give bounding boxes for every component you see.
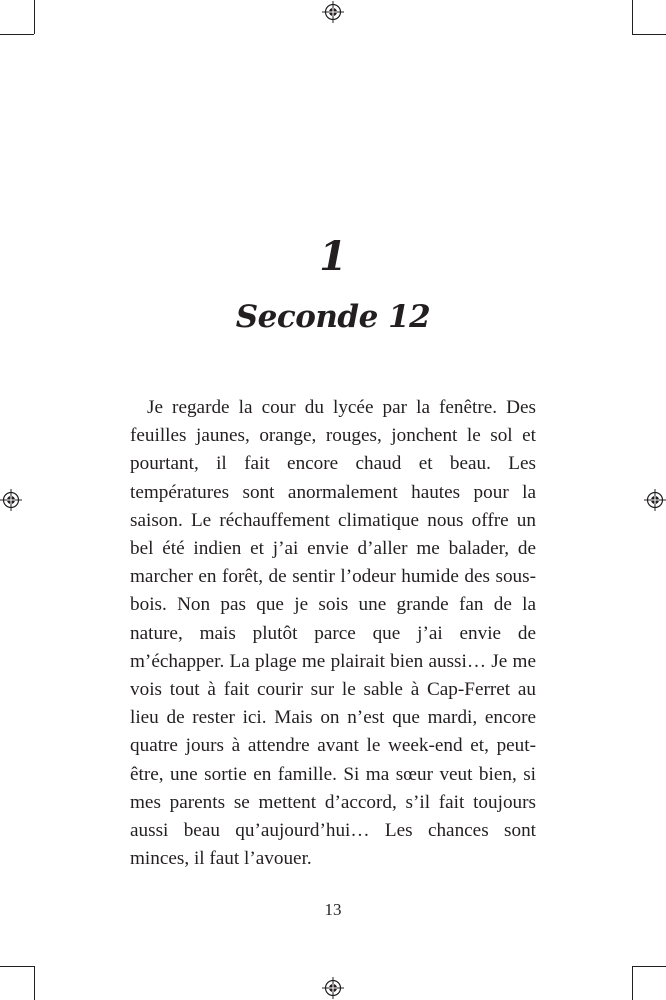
registration-mark-bottom-icon (322, 977, 344, 999)
registration-mark-left-icon (0, 489, 22, 511)
chapter-title: Seconde 12 (235, 299, 431, 335)
page-number: 13 (324, 900, 342, 919)
crop-mark-bottom-left (34, 966, 35, 1000)
registration-mark-top-icon (322, 1, 344, 23)
chapter-number: 1 (319, 233, 347, 280)
body-paragraph: Je regarde la cour du lycée par la fenêtre. Des feuilles jaunes, orange, rouges, jonchent le sol et pourtant, il fait encore chaud et beau. Les températures sont anormalement hautes pour la saison. Le réchauffement climatique nous offre un bel été indien et j’ai envie d’aller me balader, de marcher en forêt, de sentir l’odeur humide des sous-bois. Non pas que je sois une grande fan de la nature, mais plutôt parce que j’ai envie de m’échapper. La plage me plairait bien aussi… Je me vois tout à fait courir sur le sable à Cap-Ferret au lieu de rester ici. Mais on n’est que mardi, encore quatre jours à attendre avant le week-end et, peut-être, une sortie en famille. Si ma sœur veut bien, si mes parents se mettent d’accord, s’il fait toujours aussi beau qu’aujourd’hui… Les chances sont minces, il faut l’avouer. (130, 397, 536, 870)
registration-mark-right-icon (644, 489, 666, 511)
crop-mark-bottom-right (632, 966, 633, 1000)
crop-mark-bottom-right-h (632, 966, 666, 967)
crop-mark-top-right (632, 0, 633, 34)
crop-mark-top-left-h (0, 34, 34, 35)
crop-mark-bottom-left-h (0, 966, 34, 967)
crop-mark-top-right-h (632, 34, 666, 35)
crop-mark-top-left (34, 0, 35, 34)
